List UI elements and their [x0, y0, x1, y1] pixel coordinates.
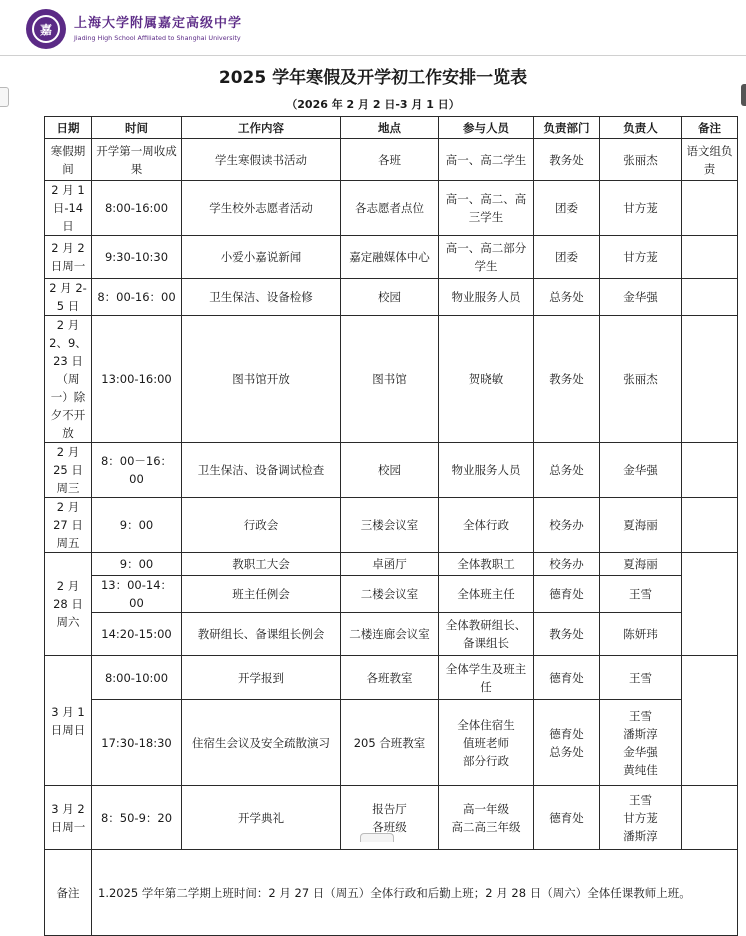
place-cell: 校园 — [341, 279, 439, 316]
people-cell: 贺晓敏 — [439, 316, 534, 443]
content-cell: 卫生保洁、设备调试检查 — [182, 443, 341, 498]
document-title: 2025 学年寒假及开学初工作安排一览表 — [218, 68, 528, 88]
header-cell: 时间 — [92, 117, 182, 139]
place-cell: 各班 — [341, 139, 439, 181]
note-cell — [682, 498, 738, 553]
people-cell — [439, 786, 534, 850]
leader-cell — [600, 700, 682, 786]
date-cell: 2 月 2、9、23 日（周一）除夕不开放 — [45, 316, 92, 443]
table-row — [45, 576, 738, 613]
people-line: 高一年级 — [463, 801, 509, 816]
date-cell: 2 月 2 日周一 — [45, 236, 92, 279]
people-cell: 全体班主任 — [439, 576, 534, 613]
people-line: 全体住宿生 — [457, 717, 515, 732]
dept-cell: 团委 — [534, 236, 600, 279]
content-cell: 住宿生会议及安全疏散演习 — [182, 700, 341, 786]
place-cell: 三楼会议室 — [341, 498, 439, 553]
header-cell: 参与人员 — [439, 117, 534, 139]
table-row — [45, 613, 738, 656]
date-cell: 2 月 27 日周五 — [45, 498, 92, 553]
place-cell: 二楼连廊会议室 — [341, 613, 439, 656]
people-cell: 物业服务人员 — [439, 443, 534, 498]
content-cell: 开学典礼 — [182, 786, 341, 850]
time-cell: 开学第一周收成果 — [92, 139, 182, 181]
people-cell: 全体学生及班主任 — [439, 656, 534, 700]
leader-cell: 夏海丽 — [600, 498, 682, 553]
table-row — [45, 236, 738, 279]
note-cell — [682, 786, 738, 850]
table-row — [45, 139, 738, 181]
people-line: 值班老师 — [463, 735, 509, 750]
table-row — [45, 279, 738, 316]
date-cell: 寒假期间 — [45, 139, 92, 181]
content-cell: 小爱小嘉说新闻 — [182, 236, 341, 279]
logo-text — [74, 15, 242, 43]
school-logo — [26, 8, 242, 50]
dept-cell: 总务处 — [534, 443, 600, 498]
people-cell: 高一、高二学生 — [439, 139, 534, 181]
place-cell: 205 合班教室 — [341, 700, 439, 786]
leader-line: 金华强 — [623, 744, 658, 759]
note-cell — [682, 656, 738, 786]
table-row — [45, 498, 738, 553]
place-cell: 图书馆 — [341, 316, 439, 443]
dept-cell: 团委 — [534, 181, 600, 236]
school-name-cn: 上海大学附属嘉定高级中学 — [74, 16, 243, 31]
place-cell: 卓函厅 — [341, 553, 439, 576]
place-line: 报告厅 — [372, 801, 407, 816]
dept-cell — [534, 700, 600, 786]
time-cell: 8：50-9：20 — [92, 786, 182, 850]
people-line: 部分行政 — [463, 753, 509, 768]
dept-line: 德育处 — [549, 726, 584, 741]
dept-cell: 教务处 — [534, 613, 600, 656]
remarks-label: 备注 — [45, 850, 92, 936]
place-cell: 二楼会议室 — [341, 576, 439, 613]
table-row — [45, 443, 738, 498]
table-row — [45, 316, 738, 443]
content-cell: 学生寒假读书活动 — [182, 139, 341, 181]
leader-cell: 王雪 — [600, 576, 682, 613]
leader-cell: 陈妍玮 — [600, 613, 682, 656]
date-cell: 3 月 1 日周日 — [45, 656, 92, 786]
date-cell: 3 月 2 日周一 — [45, 786, 92, 850]
table-row — [45, 700, 738, 786]
dept-cell: 德育处 — [534, 786, 600, 850]
people-cell — [439, 700, 534, 786]
schedule-table — [44, 116, 738, 936]
dept-cell: 总务处 — [534, 279, 600, 316]
place-cell: 校园 — [341, 443, 439, 498]
leader-cell: 金华强 — [600, 279, 682, 316]
header-cell: 负责部门 — [534, 117, 600, 139]
content-cell: 开学报到 — [182, 656, 341, 700]
dept-cell: 校务办 — [534, 553, 600, 576]
leader-cell: 张丽杰 — [600, 139, 682, 181]
leader-cell: 张丽杰 — [600, 316, 682, 443]
leader-line: 甘方茏 — [623, 810, 658, 825]
document-subtitle: （2026 年 2 月 2 日-3 月 1 日） — [286, 98, 460, 111]
place-line: 各班级 — [372, 819, 407, 834]
school-name-en: Jiading High School Affiliated to Shanghai University — [74, 34, 241, 42]
note-cell — [682, 236, 738, 279]
header-cell: 日期 — [45, 117, 92, 139]
time-cell: 8：00-16：00 — [92, 279, 182, 316]
table-row — [45, 656, 738, 700]
remarks-text: 1.2025 学年第二学期上班时间：2 月 27 日（周五）全体行政和后勤上班；2 月 28 日（周六）全体任课教师上班。 — [92, 850, 738, 936]
time-cell: 14:20-15:00 — [92, 613, 182, 656]
leader-cell: 夏海丽 — [600, 553, 682, 576]
people-cell: 高一、高二、高三学生 — [439, 181, 534, 236]
time-cell: 9:30-10:30 — [92, 236, 182, 279]
people-line: 高二高三年级 — [451, 819, 521, 834]
content-cell: 卫生保洁、设备检修 — [182, 279, 341, 316]
leader-cell: 甘方茏 — [600, 181, 682, 236]
remarks-row — [45, 850, 738, 936]
people-cell: 全体教职工 — [439, 553, 534, 576]
time-cell: 9：00 — [92, 498, 182, 553]
date-cell: 2 月 2-5 日 — [45, 279, 92, 316]
dept-cell: 教务处 — [534, 139, 600, 181]
time-cell: 13：00-14：00 — [92, 576, 182, 613]
time-cell: 8：00－16：00 — [92, 443, 182, 498]
content-cell: 教研组长、备课组长例会 — [182, 613, 341, 656]
header-divider — [0, 55, 746, 56]
people-cell: 全体行政 — [439, 498, 534, 553]
date-cell: 2 月 25 日周三 — [45, 443, 92, 498]
leader-line: 潘斯淳 — [623, 828, 658, 843]
dept-cell: 教务处 — [534, 316, 600, 443]
header-row — [45, 117, 738, 139]
leader-cell: 金华强 — [600, 443, 682, 498]
note-cell — [682, 181, 738, 236]
leader-line: 黄纯佳 — [623, 762, 658, 777]
page-tab[interactable] — [360, 833, 394, 842]
note-cell — [682, 553, 738, 656]
table-row — [45, 181, 738, 236]
leader-cell — [600, 786, 682, 850]
time-cell: 8:00-10:00 — [92, 656, 182, 700]
leader-line: 潘斯淳 — [623, 726, 658, 741]
dept-cell: 德育处 — [534, 576, 600, 613]
people-cell: 全体教研组长、备课组长 — [439, 613, 534, 656]
place-cell: 各志愿者点位 — [341, 181, 439, 236]
header-cell: 负责人 — [600, 117, 682, 139]
leader-cell: 王雪 — [600, 656, 682, 700]
dept-cell: 校务办 — [534, 498, 600, 553]
place-cell: 各班教室 — [341, 656, 439, 700]
note-cell: 语文组负责 — [682, 139, 738, 181]
dept-line: 总务处 — [549, 744, 584, 759]
time-cell: 13:00-16:00 — [92, 316, 182, 443]
date-cell: 2 月 28 日周六 — [45, 553, 92, 656]
people-cell: 高一、高二部分学生 — [439, 236, 534, 279]
content-cell: 学生校外志愿者活动 — [182, 181, 341, 236]
time-cell: 17:30-18:30 — [92, 700, 182, 786]
leader-line: 王雪 — [629, 708, 652, 723]
leader-line: 王雪 — [629, 792, 652, 807]
header-cell: 备注 — [682, 117, 738, 139]
time-cell: 9：00 — [92, 553, 182, 576]
people-cell: 物业服务人员 — [439, 279, 534, 316]
content-cell: 行政会 — [182, 498, 341, 553]
school-seal-icon: 嘉 — [26, 9, 66, 49]
header-cell: 地点 — [341, 117, 439, 139]
date-cell: 2 月 1 日-14 日 — [45, 181, 92, 236]
content-cell: 教职工大会 — [182, 553, 341, 576]
note-cell — [682, 443, 738, 498]
header-cell: 工作内容 — [182, 117, 341, 139]
place-cell: 嘉定融媒体中心 — [341, 236, 439, 279]
content-cell: 班主任例会 — [182, 576, 341, 613]
time-cell: 8:00-16:00 — [92, 181, 182, 236]
table-row — [45, 553, 738, 576]
leader-cell: 甘方茏 — [600, 236, 682, 279]
note-cell — [682, 316, 738, 443]
note-cell — [682, 279, 738, 316]
content-cell: 图书馆开放 — [182, 316, 341, 443]
dept-cell: 德育处 — [534, 656, 600, 700]
